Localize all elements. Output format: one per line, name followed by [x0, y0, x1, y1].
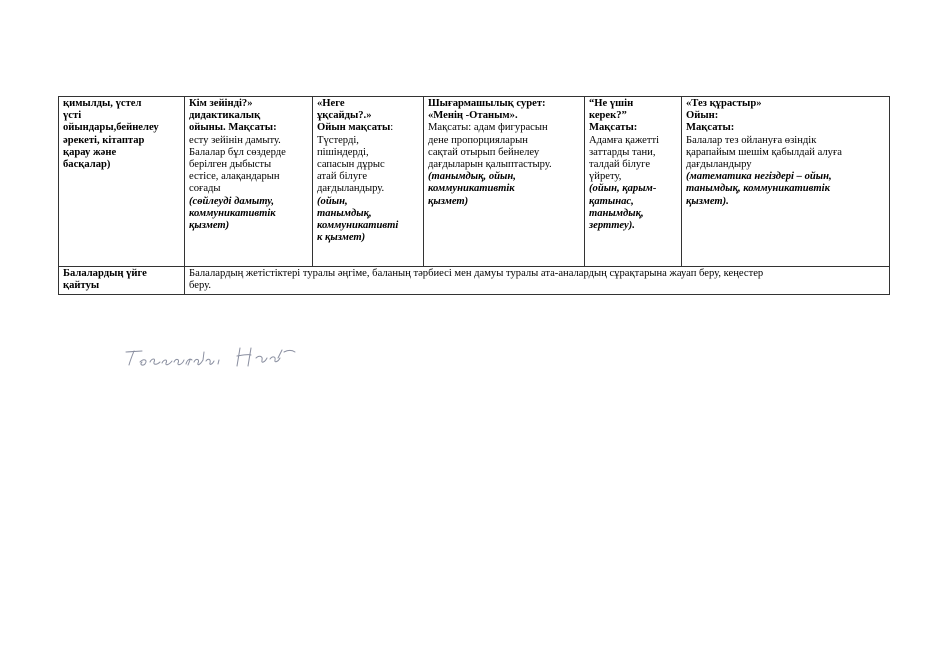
activity-note: (ойын, — [317, 195, 348, 207]
table-row — [59, 267, 890, 295]
activity-title: “Не үшін — [589, 98, 634, 109]
activity-title: «Неге — [317, 98, 345, 109]
wednesday-activity-cell: Шығармашылық сурет: «Менің -Отаным». Мақсаты: адам фигурасын дене пропорцияларын сақтай отырып бейнелеу дағдыларын қалыптастыру. (танымдық, ойын, коммуникативтік қызмет) — [424, 97, 585, 267]
daily-plan-table — [58, 96, 890, 295]
activity-title: Кім зейінді?» — [189, 98, 253, 109]
handwritten-signature — [120, 338, 300, 374]
activity-type-cell: қимылды, үстел үсті ойындары,бейнелеу әрекеті, кітаптар қарау және басқалар) — [59, 97, 185, 267]
activity-note: (математика негіздері – ойын, — [686, 171, 832, 183]
tuesday-activity-cell: «Неге ұқсайды?.» Ойын мақсаты: Түстерді, пішіндерді, сапасын дұрыс атай білуге дағдыландыру. (ойын, танымдық, коммуникативті к қызмет) — [313, 97, 424, 267]
going-home-label-cell: Балалардың үйге қайтуы — [59, 267, 185, 295]
activity-title: «Тез құрастыр» — [686, 98, 762, 109]
activity-note: (ойын, қарым- — [589, 183, 657, 195]
activity-note: (танымдық, ойын, — [428, 171, 516, 183]
activity-note: (сөйлеуді дамыту, — [189, 195, 275, 207]
monday-activity-cell: Кім зейінді?» дидактикалық ойыны. Мақсаты: есту зейінін дамыту. Балалар бұл сөздерде берілген дыбысты естісе, алақандарын соғады (сөйлеуді дамыту, коммуникативтік қызмет) — [185, 97, 313, 267]
going-home-content-cell: Балалардың жетістіктері туралы әңгіме, баланың тәрбиесі мен дамуы туралы ата-аналардың сұрақтарына жауап беру, кеңестер беру. — [185, 267, 890, 295]
signature-text: Тексерілді Н.шап — [120, 372, 128, 373]
table-row — [59, 97, 890, 267]
thursday-activity-cell: “Не үшін керек?” Мақсаты: Адамға қажетті заттарды тани, талдай білуге үйрету, (ойын, қарым- қатынас, танымдық, зерттеу). — [585, 97, 682, 267]
activity-title: Шығармашылық сурет: — [428, 98, 546, 109]
friday-activity-cell: «Тез құрастыр» Ойын: Мақсаты: Балалар тез ойлануға өзіндік қарапайым шешім қабылдай алуға дағдыландыру (математика негіздері – ойын, танымдық, коммуникативтік қызмет). — [682, 97, 890, 267]
